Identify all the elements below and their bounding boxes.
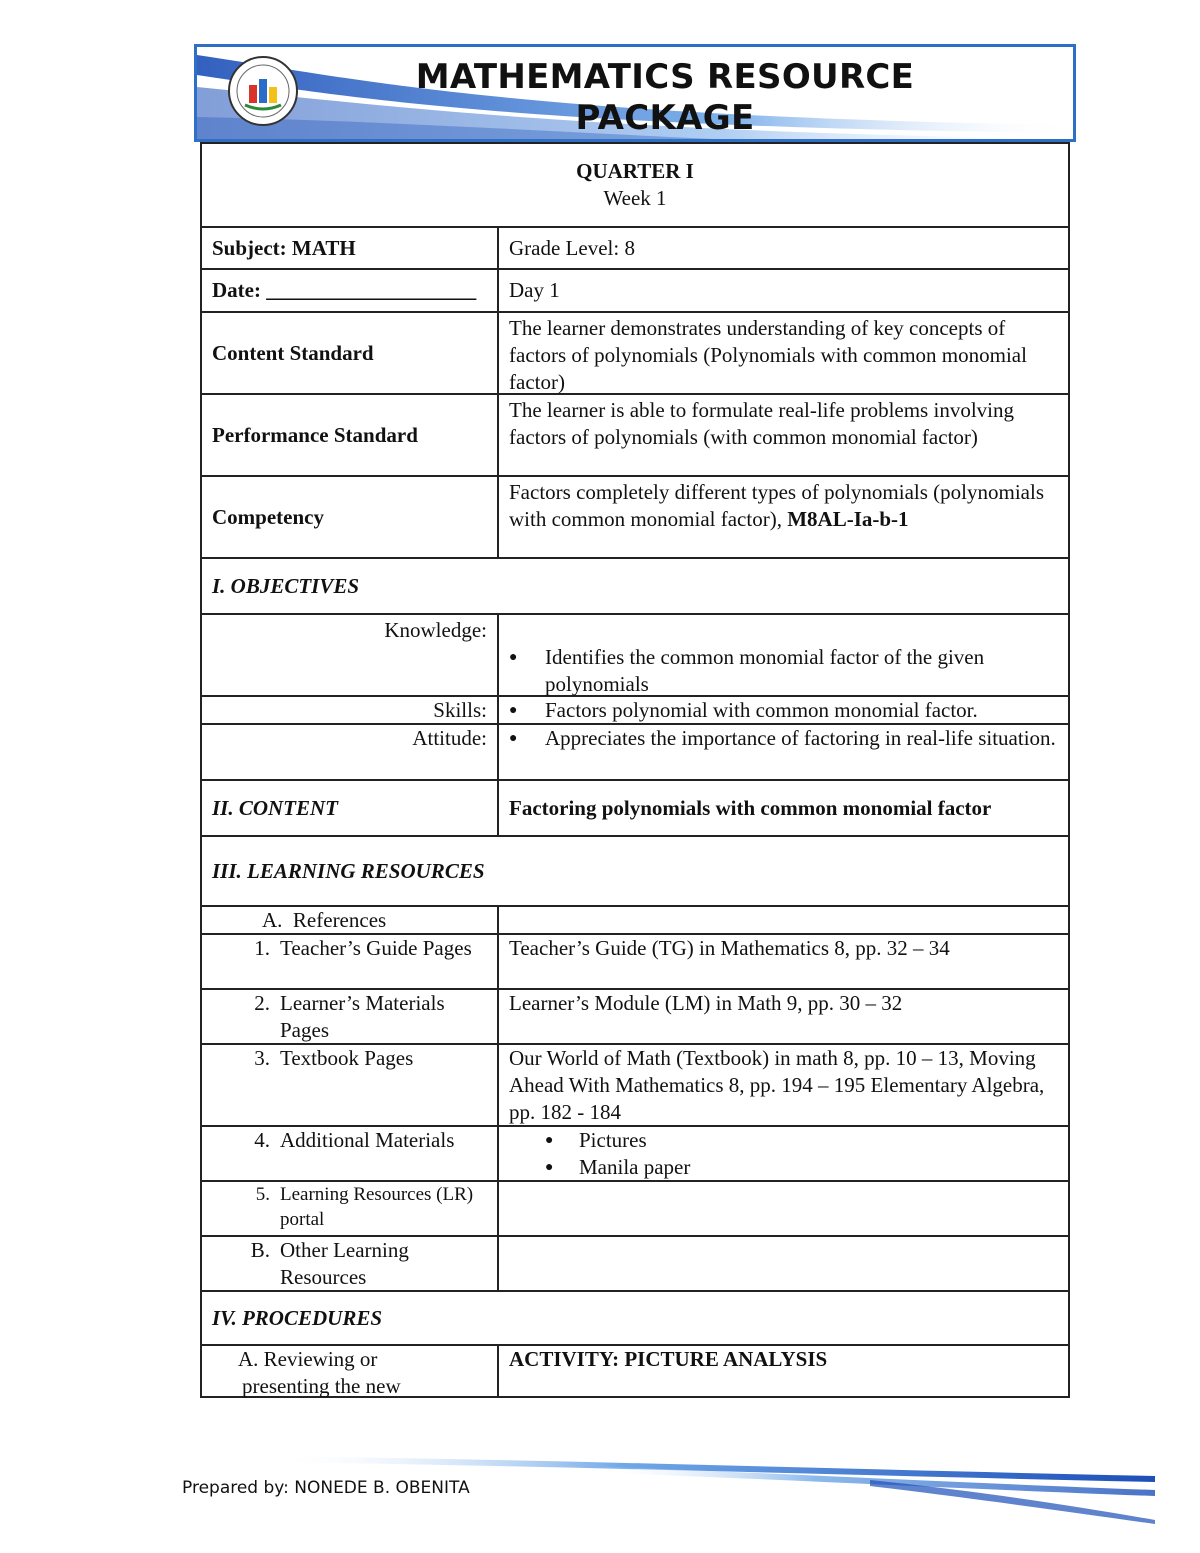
- resource-row-2: [202, 990, 1068, 1045]
- resource-row-3: [202, 1045, 1068, 1127]
- resource-num-5: 5.: [255, 1184, 270, 1205]
- knowledge-bullet: ● Identifies the common monomial factor of the given polynomials: [499, 644, 1068, 698]
- resource-num-3: 3.: [254, 1046, 270, 1070]
- resource-value-1: Teacher’s Guide (TG) in Mathematics 8, pp. 32 – 34: [509, 936, 950, 960]
- resource-label-3: Textbook Pages: [280, 1046, 414, 1070]
- skills-row: [202, 697, 1068, 725]
- knowledge-row: [202, 615, 1068, 697]
- content-heading: II. CONTENT: [212, 795, 339, 820]
- references-text: References: [292, 908, 387, 932]
- procedure-a-value: ACTIVITY: PICTURE ANALYSIS: [509, 1347, 828, 1371]
- procedures-heading: IV. PROCEDURES: [212, 1305, 383, 1330]
- additional-material-1: ● Pictures: [499, 1127, 1068, 1154]
- deped-seal-icon: [227, 55, 299, 127]
- day-value: Day 1: [509, 278, 560, 302]
- date-blank: ____________________: [266, 278, 477, 302]
- banner-title: [377, 57, 953, 139]
- resources-heading-row: [202, 837, 1068, 907]
- resource-num-2: 2.: [254, 991, 270, 1015]
- other-resources-label: Other Learning Resources: [280, 1238, 409, 1289]
- objectives-heading: I. OBJECTIVES: [212, 573, 360, 598]
- banner-title-line2: PACKAGE: [575, 98, 755, 138]
- skills-bullet: ● Factors polynomial with common monomial factor.: [499, 697, 1068, 724]
- references-num: A.: [262, 908, 283, 932]
- resource-row-4: [202, 1127, 1068, 1182]
- resource-row-1: [202, 935, 1068, 990]
- attitude-bullet: ● Appreciates the importance of factoring in real-life situation.: [499, 725, 1068, 752]
- content-standard-text: The learner demonstrates understanding of key concepts of factors of polynomials (Polynomials with common monomial factor): [509, 316, 1027, 394]
- prepared-by: Prepared by: NONEDE B. OBENITA: [182, 1478, 470, 1498]
- competency-row: [202, 477, 1068, 559]
- references-row: [202, 907, 1068, 935]
- content-standard-row: [202, 313, 1068, 395]
- resource-num-1: 1.: [254, 936, 270, 960]
- quarter-week: Week 1: [603, 186, 667, 210]
- competency-cell: [499, 477, 1068, 533]
- additional-material-2: ● Manila paper: [499, 1154, 1068, 1181]
- content-row: [202, 781, 1068, 837]
- resource-value-3: Our World of Math (Textbook) in math 8, pp. 10 – 13, Moving Ahead With Mathematics 8, pp. 194 – 195 Elementary Algebra, pp. 182 - 184: [509, 1046, 1045, 1124]
- competency-text: Factors completely different types of polynomials (polynomials with common monomial factor),: [509, 480, 1045, 531]
- procedure-row-a: [202, 1346, 1068, 1398]
- attitude-label: Attitude:: [412, 726, 487, 750]
- other-resources-num: B.: [250, 1238, 270, 1262]
- skills-label: Skills:: [433, 698, 487, 722]
- lesson-plan-table: [200, 142, 1070, 1398]
- performance-standard-text: The learner is able to formulate real-life problems involving factors of polynomials (with common monomial factor): [509, 398, 1014, 449]
- resource-label-4: Additional Materials: [280, 1128, 455, 1152]
- grade-level: Grade Level: 8: [509, 235, 635, 260]
- quarter-row: [202, 144, 1068, 228]
- header-banner: [194, 44, 1076, 142]
- other-resources-row: [202, 1237, 1068, 1292]
- resource-num-4: 4.: [254, 1128, 270, 1152]
- content-text: Factoring polynomials with common monomial factor: [509, 795, 992, 820]
- resource-label-2: Learner’s Materials Pages: [280, 991, 445, 1042]
- performance-standard-row: [202, 395, 1068, 477]
- subject-label: Subject: MATH: [212, 235, 356, 260]
- knowledge-label: Knowledge:: [384, 618, 487, 642]
- date-label: Date:: [212, 278, 261, 302]
- resource-row-5: [202, 1182, 1068, 1237]
- quarter-title: QUARTER I: [576, 159, 694, 183]
- performance-standard-label: Performance Standard: [212, 422, 418, 447]
- competency-code: M8AL-Ia-b-1: [787, 507, 909, 531]
- resource-label-1: Teacher’s Guide Pages: [280, 936, 472, 960]
- subject-row: [202, 228, 1068, 270]
- banner-title-line1: MATHEMATICS RESOURCE: [415, 57, 915, 97]
- procedures-heading-row: [202, 1292, 1068, 1346]
- procedure-a-label: A. Reviewing or presenting the new: [238, 1347, 401, 1398]
- objectives-heading-row: [202, 559, 1068, 615]
- resources-heading: III. LEARNING RESOURCES: [212, 858, 485, 883]
- content-standard-label: Content Standard: [212, 340, 374, 365]
- competency-label: Competency: [212, 504, 324, 529]
- attitude-row: [202, 725, 1068, 781]
- date-cell: [202, 270, 497, 311]
- resource-value-2: Learner’s Module (LM) in Math 9, pp. 30 – 32: [509, 991, 903, 1015]
- date-row: [202, 270, 1068, 313]
- resource-label-5: Learning Resources (LR) portal: [280, 1184, 474, 1230]
- references-label: [202, 907, 497, 934]
